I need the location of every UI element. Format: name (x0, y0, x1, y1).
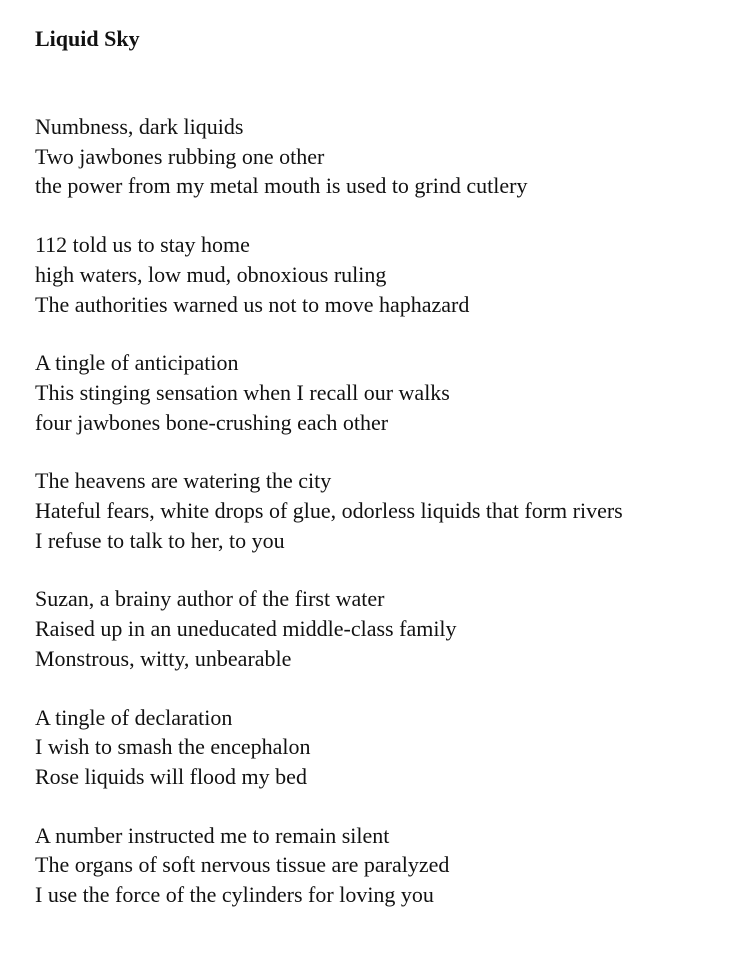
poem-line: The organs of soft nervous tissue are paralyzed (35, 852, 450, 878)
stanza-7 (35, 821, 747, 910)
poem-line: high waters, low mud, obnoxious ruling (35, 261, 387, 287)
stanza-4 (35, 466, 747, 555)
poem-line: Suzan, a brainy author of the first water (35, 586, 385, 612)
poem-line: Two jawbones rubbing one other (35, 143, 325, 169)
poem-line: A tingle of declaration (35, 704, 233, 730)
poem-document (35, 24, 747, 939)
poem-line: the power from my metal mouth is used to grind cutlery (35, 173, 528, 199)
poem-line: Hateful fears, white drops of glue, odorless liquids that form rivers (35, 498, 623, 524)
poem-line: four jawbones bone-crushing each other (35, 409, 389, 435)
poem-line: This stinging sensation when I recall our walks (35, 379, 450, 405)
stanza-5 (35, 584, 747, 673)
poem-line: A number instructed me to remain silent (35, 822, 390, 848)
poem-line: Rose liquids will flood my bed (35, 763, 307, 789)
stanza-6 (35, 703, 747, 792)
poem-line: 112 told us to stay home (35, 232, 250, 258)
poem-line: A tingle of anticipation (35, 350, 239, 376)
poem-line: Monstrous, witty, unbearable (35, 645, 292, 671)
poem-line: Raised up in an uneducated middle-class family (35, 616, 457, 642)
poem-body (35, 112, 747, 910)
poem-line: I wish to smash the encephalon (35, 734, 311, 760)
stanza-3 (35, 348, 747, 437)
poem-title: Liquid Sky (35, 26, 140, 51)
poem-line: The authorities warned us not to move haphazard (35, 291, 470, 317)
poem-line: Numbness, dark liquids (35, 114, 244, 139)
stanza-2 (35, 230, 747, 319)
poem-line: The heavens are watering the city (35, 468, 332, 494)
poem-line: I use the force of the cylinders for loving you (35, 882, 434, 908)
stanza-1 (35, 112, 747, 201)
poem-line: I refuse to talk to her, to you (35, 527, 285, 553)
